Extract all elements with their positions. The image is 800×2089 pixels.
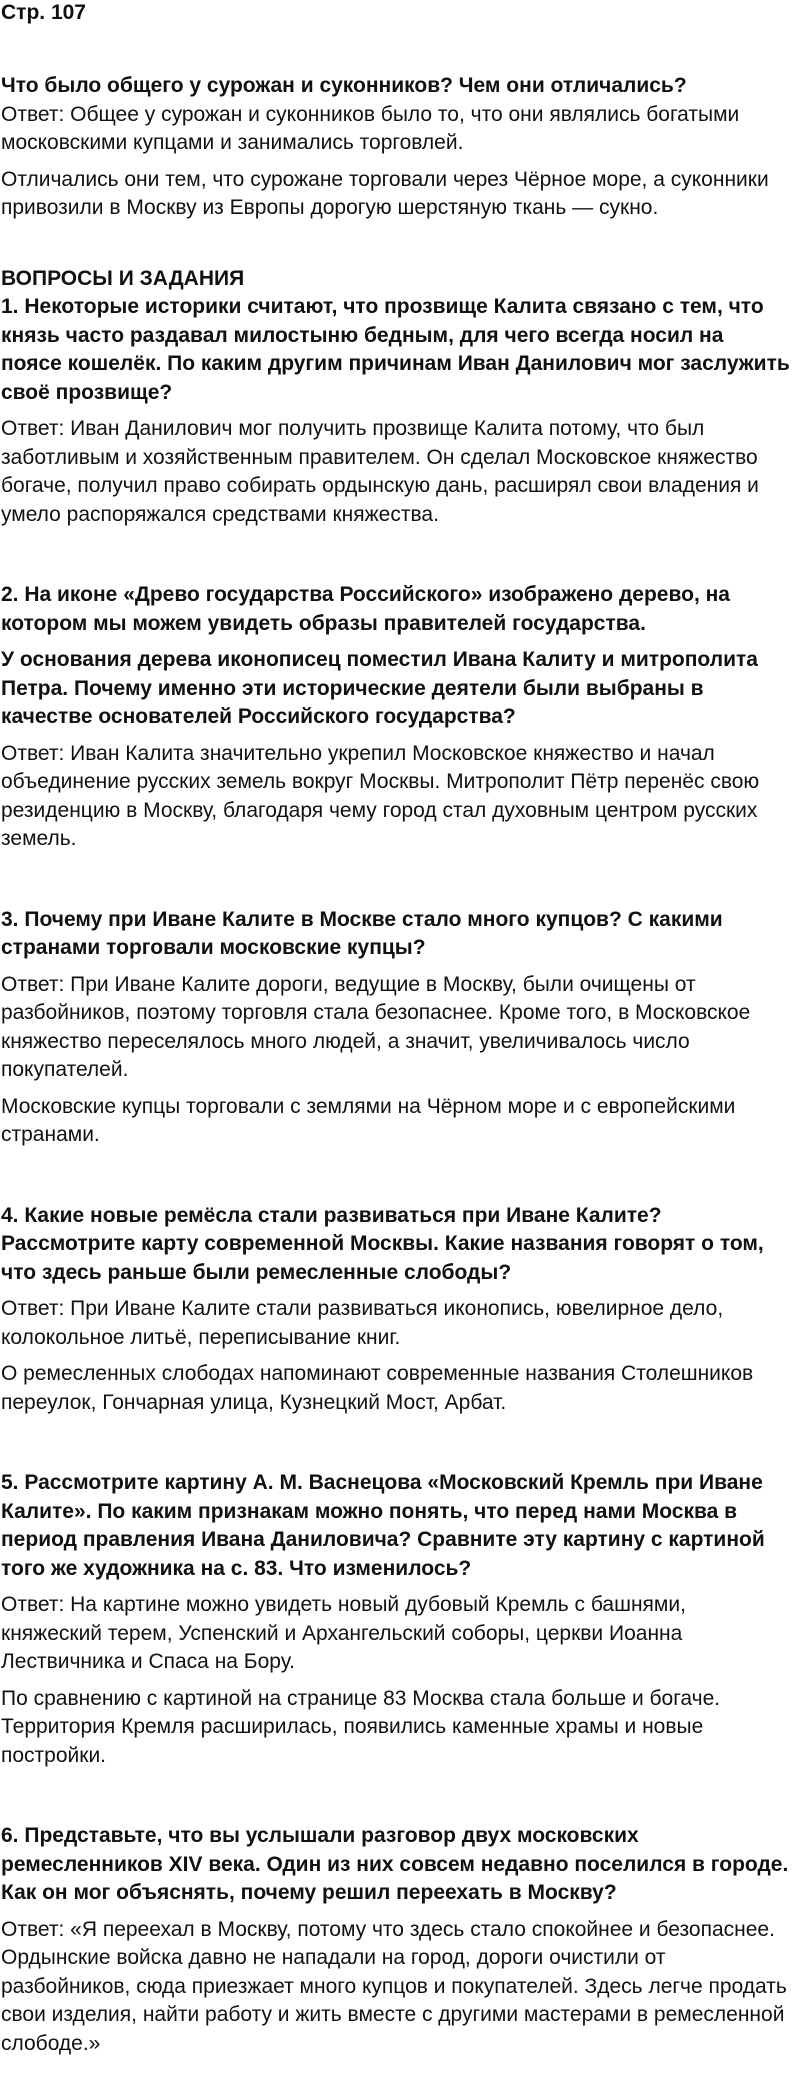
section-title: ВОПРОСЫ И ЗАДАНИЯ: [1, 266, 245, 290]
task-question: 6. Представьте, что вы услышали разговор двух московских ремесленников XIV века. Один из них совсем недавно поселился в городе. Как он мог объяснять, почему решил переехать в Москву?: [1, 1824, 789, 1904]
task-answer: Ответ: «Я переехал в Москву, потому что здесь стало спокойнее и безопаснее. Ордынские войска давно не нападали на город, дороги очистили от разбойников, сюда приезжает много купцов и покупателей. Здесь легче продать свои изделия, найти работу и жить вместе с другими мастерами в ремесленной слободе.»: [1, 1917, 787, 2055]
page-number: Стр. 107: [1, 1, 86, 24]
task-question: 2. На иконе «Древо государства Российского» изображено дерево, на котором мы можем увидеть образы правителей государства.: [1, 583, 730, 635]
task-question: 5. Рассмотрите картину А. М. Васнецова «Московский Кремль при Иване Калите». По каким признакам можно понять, что перед нами Москва в период правления Ивана Даниловича? Сравните эту картину с картиной того же художника на с. 83. Что изменилось?: [1, 1471, 765, 1580]
task-answer: Ответ: Иван Данилович мог получить прозвище Калита потому, что был заботливым и хозяйственным правителем. Он сделал Московское княжество богаче, получил право собирать ордынскую дань, расширял свои владения и умело распоряжался средствами княжества.: [1, 417, 759, 526]
task-answer-continued: По сравнению с картиной на странице 83 Москва стала больше и богаче. Территория Кремля расширилась, появились каменные храмы и новые постройки.: [1, 1686, 721, 1767]
intro-answer: Ответ: Общее у сурожан и суконников было то, что они являлись богатыми московскими купцами и занимались торговлей.: [1, 102, 740, 154]
task-3: [1, 906, 790, 1150]
intro-block: [1, 72, 790, 223]
task-question: 1. Некоторые историки считают, что прозвище Калита связано с тем, что князь часто раздавал милостыню бедным, для чего всегда носил на поясе кошелёк. По каким другим причинам Иван Данилович мог заслужить своё прозвище?: [1, 295, 790, 404]
task-answer-continued: Московские купцы торговали с землями на Чёрном море и с европейскими странами.: [1, 1094, 736, 1146]
task-1: [1, 293, 790, 529]
task-answer-continued: О ремесленных слободах напоминают современные названия Столешников переулок, Гончарная улица, Кузнецкий Мост, Арбат.: [1, 1362, 754, 1414]
task-question-continued: У основания дерева иконописец поместил Ивана Калиту и митрополита Петра. Почему именно эти исторические деятели были выбраны в качестве основателей Российского государства?: [1, 648, 758, 728]
task-question: 4. Какие новые ремёсла стали развиваться при Иване Калите? Рассмотрите карту современной Москвы. Какие названия говорят о том, что здесь раньше были ремесленные слободы?: [1, 1203, 764, 1284]
task-answer: Ответ: При Иване Калите дороги, ведущие в Москву, были очищены от разбойников, поэтому торговля стала безопаснее. Кроме того, в Московское княжество переселялось много людей, а значит, увеличивалось число покупателей.: [1, 972, 751, 1081]
intro-answer-continued: Отличались они тем, что сурожане торговали через Чёрное море, а суконники привозили в Москву из Европы дорогую шерстяную ткань — сукно.: [1, 167, 769, 219]
task-answer: Ответ: Иван Калита значительно укрепил Московское княжество и начал объединение русских земель вокруг Москвы. Митрополит Пётр перенёс свою резиденцию в Москву, благодаря чему город стал духовным центром русских земель.: [1, 741, 760, 850]
task-answer: Ответ: На картине можно увидеть новый дубовый Кремль с башнями, княжеский терем, Успенский и Архангельский соборы, церкви Иоанна Лествичника и Спаса на Бору.: [1, 1593, 686, 1673]
task-5: [1, 1469, 790, 1770]
intro-question: Что было общего у сурожан и суконников? Чем они отличались?: [1, 74, 687, 97]
task-2: [1, 581, 790, 854]
task-4: [1, 1202, 790, 1418]
task-answer: Ответ: При Иване Калите стали развиваться иконопись, ювелирное дело, колокольное литьё, переписывание книг.: [1, 1297, 724, 1349]
task-6: [1, 1822, 790, 2058]
task-question: 3. Почему при Иване Калите в Москве стало много купцов? С какими странами торговали московские купцы?: [1, 907, 723, 959]
